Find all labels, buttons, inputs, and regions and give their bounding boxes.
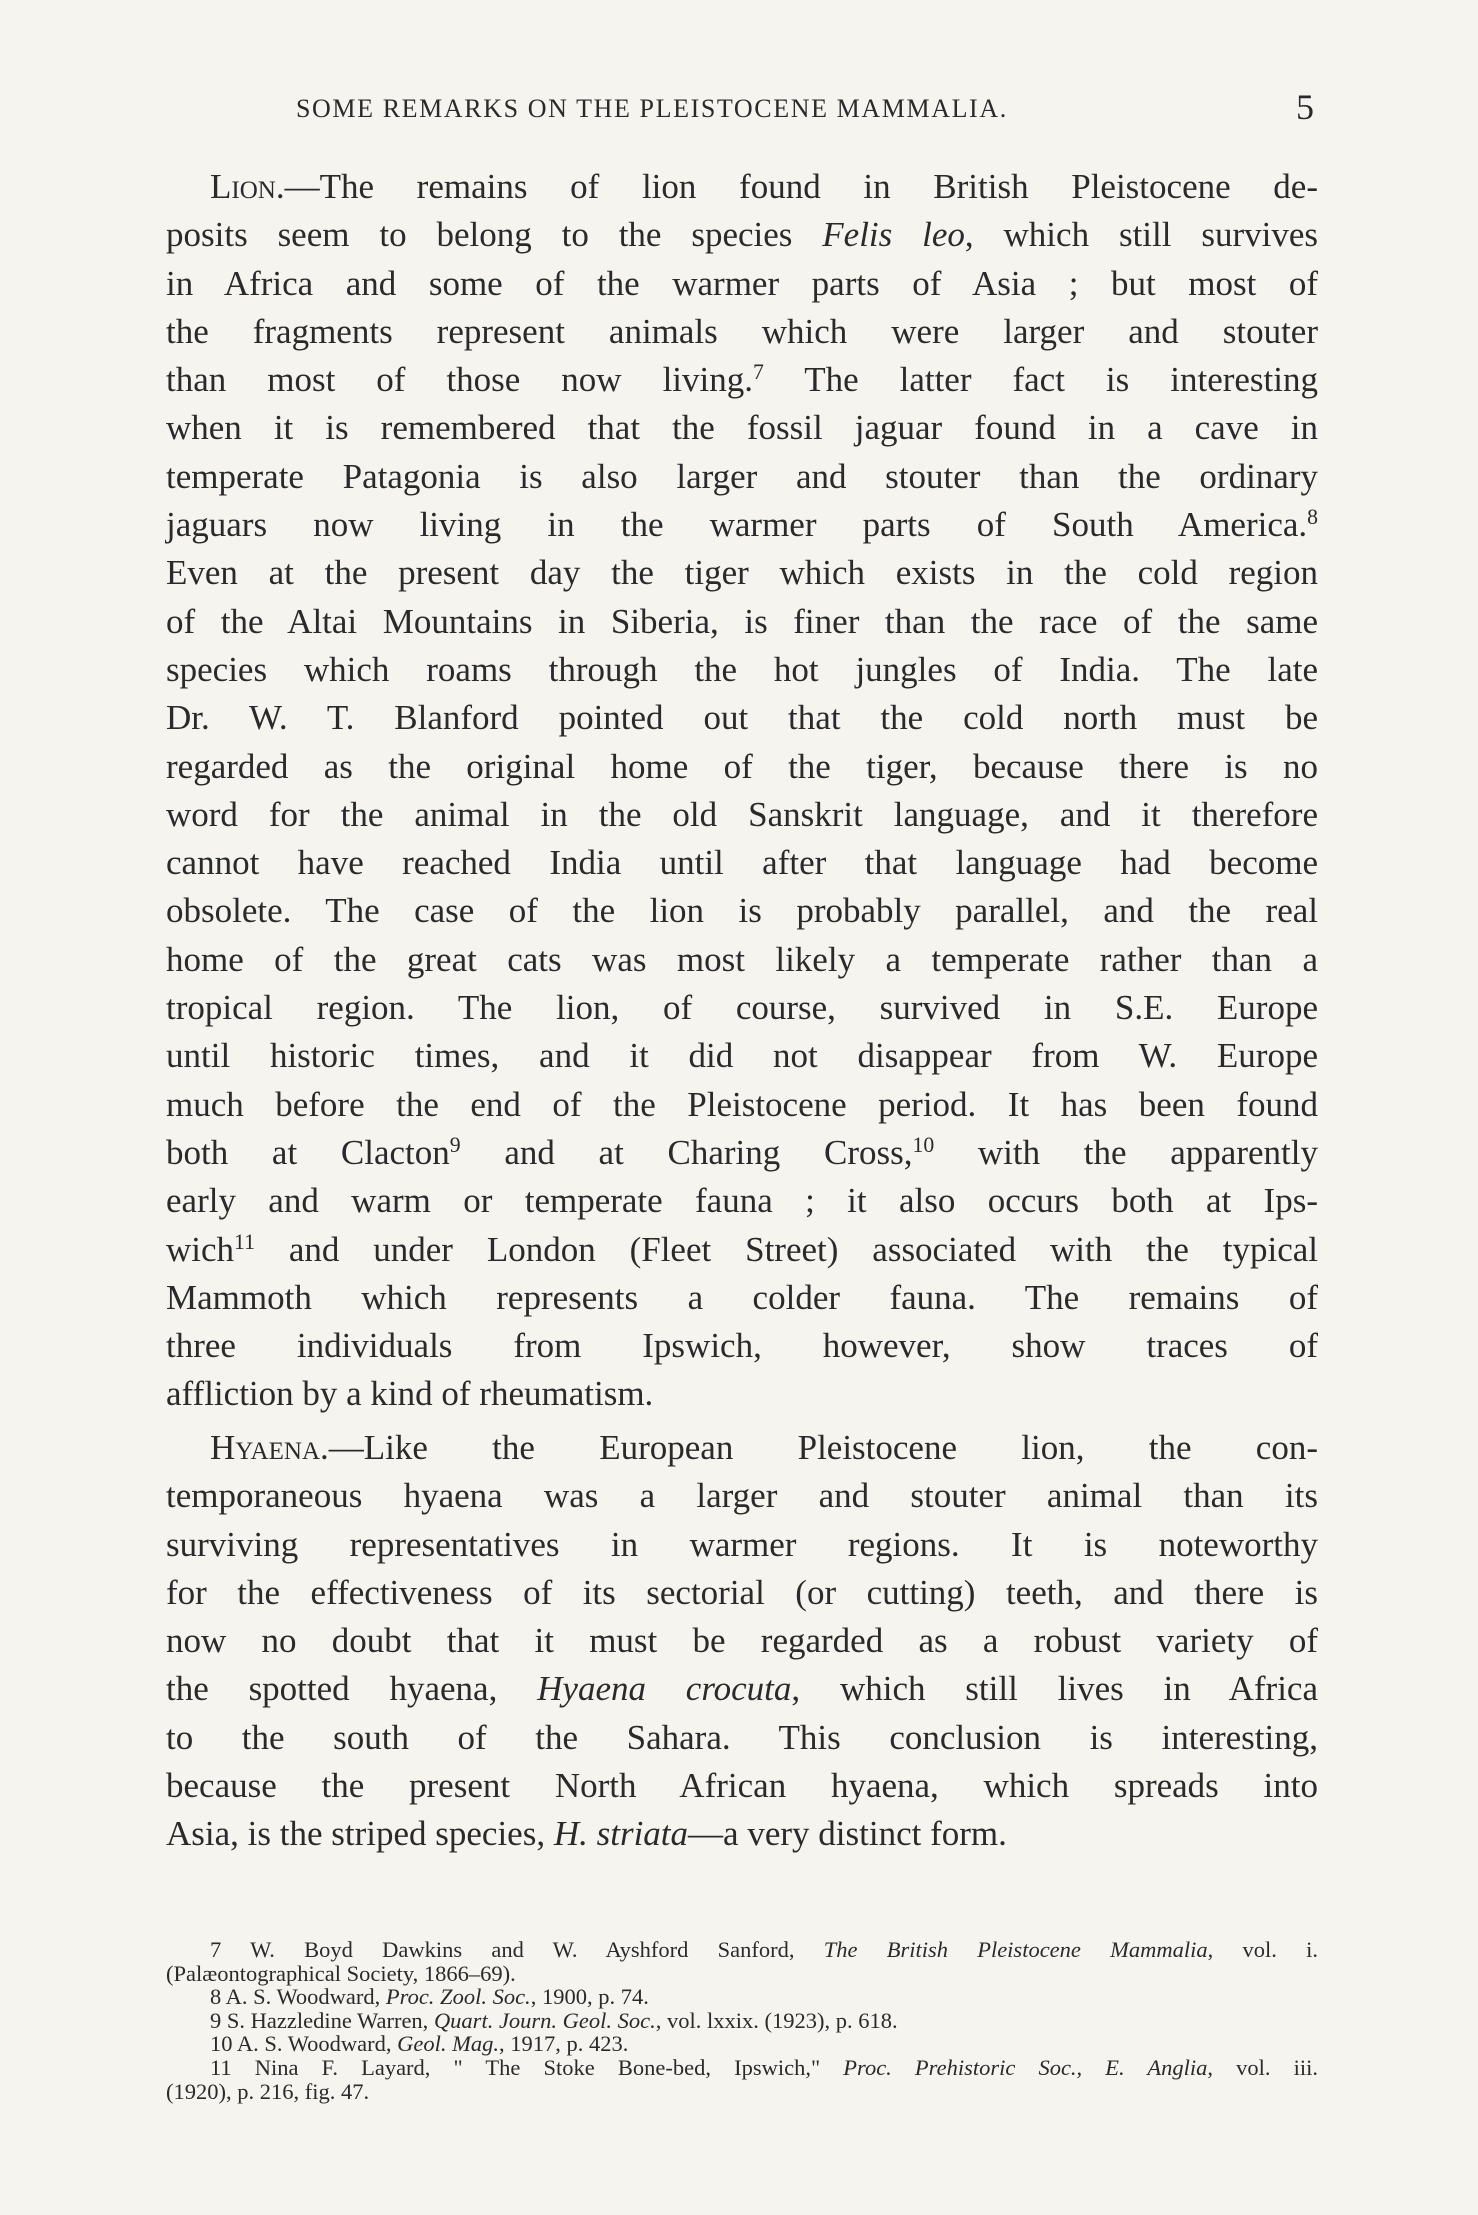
footnote-line: 11 Nina F. Layard, " The Stoke Bone-bed, Ipswich," Proc. Prehistoric Soc., E. Anglia, vol. iii. [210, 2054, 1318, 2080]
lion-paragraph-line: than most of those now living.$^7$ The latter fact is interesting [166, 360, 1318, 400]
hyaena-paragraph [166, 1424, 1318, 1859]
lion-paragraph-line: home of the great cats was most likely a temperate rather than a [166, 939, 1318, 979]
lion-paragraph-line: early and warm or temperate fauna ; it also occurs both at Ips- [166, 1181, 1318, 1221]
lion-paragraph-line: species which roams through the hot jungles of India. The late [166, 649, 1318, 689]
hyaena-paragraph-line: because the present North African hyaena, which spreads into [166, 1766, 1318, 1806]
lion-paragraph-line: when it is remembered that the fossil jaguar found in a cave in [166, 408, 1318, 448]
footnote-reference: 9 [449, 1133, 461, 1158]
lion-paragraph-line: both at Clacton$^9$ and at Charing Cross,$^{10}$ with the apparently [166, 1132, 1318, 1172]
hyaena-paragraph-line: for the effectiveness of its sectorial (or cutting) teeth, and there is [166, 1572, 1318, 1612]
lion-paragraph-heading: Lion. [210, 167, 285, 206]
hyaena-paragraph-heading: Hyaena. [210, 1428, 329, 1467]
footnote-line: (1920), p. 216, fig. 47. [166, 2078, 370, 2104]
lion-paragraph-line: tropical region. The lion, of course, survived in S.E. Europe [166, 988, 1318, 1028]
lion-paragraph-line: Even at the present day the tiger which exists in the cold region [166, 553, 1318, 593]
lion-paragraph-line: obsolete. The case of the lion is probably parallel, and the real [166, 891, 1318, 931]
lion-paragraph-line: posits seem to belong to the species Felis leo, which still survives [166, 215, 1318, 255]
footnote-reference: 10 [912, 1133, 935, 1158]
footnote-line: 10 A. S. Woodward, Geol. Mag., 1917, p. 423. [210, 2031, 629, 2057]
lion-paragraph-line: the fragments represent animals which were larger and stouter [166, 311, 1318, 351]
footnote-reference: 8 [1307, 505, 1318, 530]
footnote-reference: 7 [753, 360, 764, 385]
footnotes [166, 1938, 1318, 2103]
hyaena-paragraph-body [166, 1424, 1318, 1859]
lion-paragraph-line: three individuals from Ipswich, however, show traces of [166, 1326, 1318, 1366]
footnote-line: (Palæontographical Society, 1866–69). [166, 1960, 516, 1986]
lion-paragraph-line: of the Altai Mountains in Siberia, is finer than the race of the same [166, 601, 1318, 641]
lion-paragraph [166, 163, 1318, 1419]
lion-paragraph-line: Dr. W. T. Blanford pointed out that the cold north must be [166, 698, 1318, 738]
lion-paragraph-line: regarded as the original home of the tiger, because there is no [166, 746, 1318, 786]
lion-paragraph-line: Lion.—The remains of lion found in British Pleistocene de- [210, 167, 1318, 206]
footnote-line: 9 S. Hazzledine Warren, Quart. Journ. Geol. Soc., vol. lxxix. (1923), p. 618. [210, 2007, 898, 2033]
lion-paragraph-body [166, 163, 1318, 1419]
footnote-line: 8 A. S. Woodward, Proc. Zool. Soc., 1900, p. 74. [210, 1984, 649, 2010]
hyaena-paragraph-line: now no doubt that it must be regarded as a robust variety of [166, 1621, 1318, 1661]
hyaena-paragraph-line: to the south of the Sahara. This conclusion is interesting, [166, 1717, 1318, 1757]
footnote-reference: 11 [234, 1229, 255, 1254]
lion-paragraph-line: cannot have reached India until after that language had become [166, 843, 1318, 883]
lion-paragraph-line: much before the end of the Pleistocene period. It has been found [166, 1084, 1318, 1124]
hyaena-paragraph-line: the spotted hyaena, Hyaena crocuta, which still lives in Africa [166, 1669, 1319, 1709]
lion-paragraph-line: temperate Patagonia is also larger and stouter than the ordinary [166, 456, 1318, 496]
footnote-line: 7 W. Boyd Dawkins and W. Ayshford Sanford, The British Pleistocene Mammalia, vol. i. [210, 1937, 1318, 1962]
hyaena-paragraph-line: surviving representatives in warmer regions. It is noteworthy [166, 1524, 1318, 1564]
page-number: 5 [1296, 87, 1314, 127]
lion-paragraph-line: jaguars now living in the warmer parts of South America.$^8$ [166, 505, 1318, 545]
running-head [168, 87, 1314, 136]
lion-paragraph-line: Mammoth which represents a colder fauna. The remains of [166, 1277, 1318, 1317]
hyaena-paragraph-line: temporaneous hyaena was a larger and stouter animal than its [166, 1476, 1318, 1516]
lion-paragraph-line: in Africa and some of the warmer parts of Asia ; but most of [166, 263, 1318, 303]
hyaena-paragraph-line: Asia, is the striped species, H. striata—a very distinct form. [166, 1814, 1007, 1854]
running-title: SOME REMARKS ON THE PLEISTOCENE MAMMALIA. [296, 94, 1008, 123]
lion-paragraph-line: word for the animal in the old Sanskrit language, and it therefore [166, 794, 1318, 834]
lion-paragraph-line: until historic times, and it did not disappear from W. Europe [166, 1036, 1318, 1076]
hyaena-paragraph-line: Hyaena.—Like the European Pleistocene lion, the con- [210, 1428, 1318, 1467]
lion-paragraph-line: affliction by a kind of rheumatism. [166, 1374, 654, 1414]
lion-paragraph-line: wich$^{11}$ and under London (Fleet Street) associated with the typical [166, 1229, 1318, 1269]
